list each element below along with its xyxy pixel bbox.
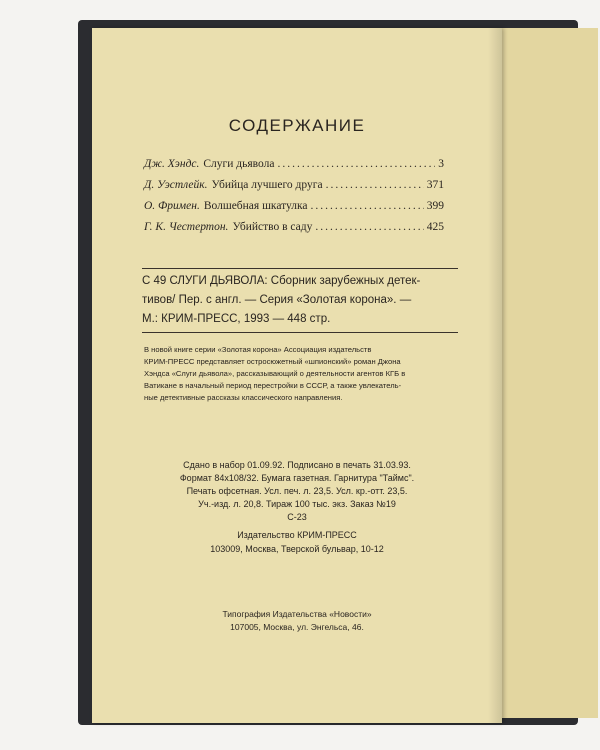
divider-bottom <box>142 332 458 333</box>
publisher-address: 103009, Москва, Тверской бульвар, 10-12 <box>210 544 384 554</box>
toc-author: Д. Уэстлейк. <box>144 179 208 191</box>
toc-leader-dots <box>277 158 435 170</box>
adjacent-page <box>496 28 598 718</box>
annotation-line: Ватикане в начальный период перестройки в СССР, а также увлекатель- <box>144 381 402 390</box>
annotation-line: КРИМ-ПРЕСС представляет остросюжетный «шпионский» роман Джона <box>144 357 401 366</box>
toc-leader-dots <box>311 200 424 212</box>
toc-story: Убийца лучшего друга <box>211 179 323 191</box>
toc-author: Дж. Хэндс. <box>144 158 200 170</box>
biblio-line: С 49 СЛУГИ ДЬЯВОЛА: Сборник зарубежных детек- <box>142 275 421 287</box>
toc-story: Волшебная шкатулка <box>203 200 308 212</box>
table-of-contents <box>144 158 444 242</box>
imprint-line: Формат 84х108/32. Бумага газетная. Гарнитура "Таймс". <box>179 473 415 483</box>
toc-entry <box>144 179 444 200</box>
imprint-details <box>92 459 502 524</box>
annotation-line: ные детективные рассказы классического направления. <box>144 393 343 402</box>
toc-author: Г. К. Честертон. <box>144 221 229 233</box>
toc-leader-dots <box>315 221 423 233</box>
annotation-line: В новой книге серии «Золотая корона» Ассоциация издательств <box>144 345 372 354</box>
publisher-name: Издательство КРИМ-ПРЕСС <box>237 530 357 540</box>
bibliographic-record <box>142 272 460 329</box>
toc-story: Убийство в саду <box>232 221 313 233</box>
printer-address: 107005, Москва, ул. Энгельса, 46. <box>230 622 364 632</box>
toc-page-number: 425 <box>426 221 444 233</box>
toc-leader-dots <box>326 179 424 191</box>
annotation-line: Хэндса «Слуги дьявола», рассказывающий о деятельности агентов КГБ в <box>144 369 406 378</box>
book-page <box>92 28 502 723</box>
biblio-line: М.: КРИМ-ПРЕСС, 1993 — 448 стр. <box>142 313 331 325</box>
toc-page-number: 399 <box>426 200 444 212</box>
toc-entry <box>144 221 444 242</box>
biblio-line: тивов/ Пер. с англ. — Серия «Золотая корона». — <box>142 294 412 306</box>
annotation <box>144 344 462 404</box>
printer-info <box>92 608 502 634</box>
toc-entry <box>144 200 444 221</box>
imprint-line: С-23 <box>287 512 307 522</box>
toc-story: Слуги дьявола <box>203 158 275 170</box>
imprint-line: Печать офсетная. Усл. печ. л. 23,5. Усл. кр.-отт. 23,5. <box>186 486 408 496</box>
toc-page-number: 371 <box>426 179 444 191</box>
printer-name: Типография Издательства «Новости» <box>222 609 372 619</box>
contents-title: СОДЕРЖАНИЕ <box>228 116 366 135</box>
toc-author: О. Фримен. <box>144 200 200 212</box>
toc-page-number: 3 <box>438 158 444 170</box>
imprint-line: Уч.-изд. л. 20,8. Тираж 100 тыс. экз. Заказ №19 <box>198 499 396 509</box>
imprint-line: Сдано в набор 01.09.92. Подписано в печать 31.03.93. <box>183 460 411 470</box>
publisher-info <box>92 528 502 556</box>
divider-top <box>142 268 458 269</box>
toc-entry <box>144 158 444 179</box>
